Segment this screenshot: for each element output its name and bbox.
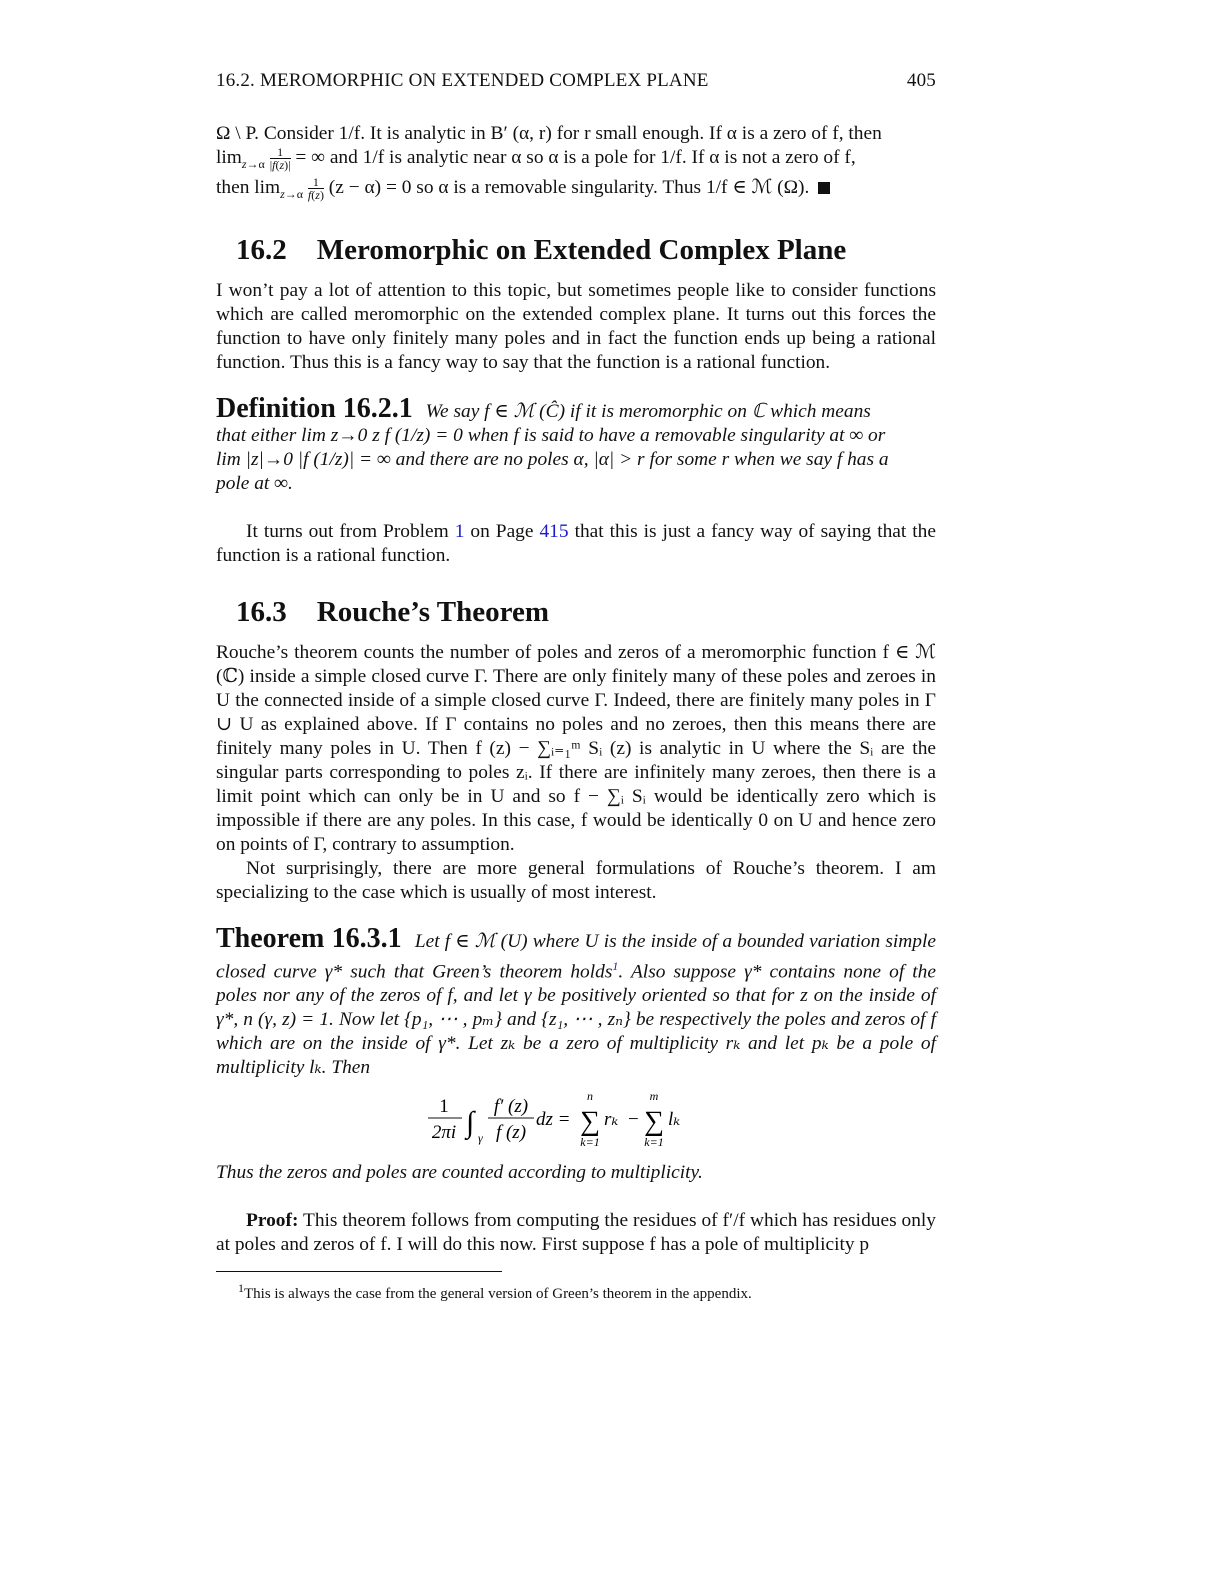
- svg-text:1: 1: [439, 1096, 449, 1118]
- page-number: 405: [906, 70, 936, 91]
- section-heading: [236, 596, 936, 629]
- svg-text:rₖ: rₖ: [604, 1109, 619, 1131]
- svg-text:lₖ: lₖ: [668, 1109, 681, 1131]
- footnote-link[interactable]: 1: [612, 958, 619, 973]
- proof-label: Proof:: [246, 1210, 299, 1232]
- svg-text:∑: ∑: [580, 1106, 600, 1138]
- theorem-heading: Theorem 16.3.1: [216, 922, 402, 954]
- svg-text:f′ (z): f′ (z): [493, 1096, 529, 1118]
- running-header: [216, 70, 936, 92]
- argument-principle-equation: [426, 1088, 726, 1148]
- display-equation: [216, 1088, 936, 1153]
- section-heading: [236, 234, 936, 267]
- qed-square-icon: [818, 182, 830, 194]
- paragraph-after-definition: It turns out from Problem 1 on Page 415 that this is just a fancy way of saying that the function is a rational function.: [216, 520, 936, 566]
- section-intro: I won’t pay a lot of attention to this topic, but sometimes people like to consider functions which are called meromorphic on the extended complex plane. It turns out this forces the function to have only finitely many poles and in fact the function ends up being a rational function. Thus this is a fancy way to say that the function is a rational function.: [216, 279, 936, 373]
- page: [216, 70, 936, 1304]
- theorem-conclusion: Thus the zeros and poles are counted according to multiplicity.: [216, 1162, 703, 1184]
- footnote-mark: 1: [238, 1281, 244, 1296]
- svg-text:m: m: [649, 1089, 659, 1104]
- section-title: Meromorphic on Extended Complex Plane: [316, 233, 847, 266]
- rouche-paragraph-2: Not surprisingly, there are more general formulations of Rouche’s theorem. I am specializing to the case which is usually of most interest.: [216, 857, 936, 903]
- definition-heading: Definition 16.2.1: [216, 392, 413, 424]
- svg-text:2πi: 2πi: [431, 1122, 457, 1144]
- page-link[interactable]: 415: [539, 520, 569, 542]
- theorem-block: Theorem 16.3.1 Let f ∈ ℳ (U) where U is the inside of a bounded variation simple closed curve γ* such that Green’s theorem holds$^1$. Also suppose γ* contains none of the poles nor any of the zeros of f, and let γ be positively oriented so that for z on the inside of γ*, n (γ, z) = 1. Now let {p₁, ⋯ , pₘ} and {z₁, ⋯ , zₙ} be respectively the poles and zeros of f which are on the inside of γ*. Let zₖ be a zero of multiplicity rₖ and let pₖ be a pole of multiplicity lₖ. Then 1 2πi ∫ γ f′ (z) f (z) dz = n ∑ k=1 rₖ − m ∑ k=1 lₖ Thus the zeros and poles are counted according to multiplicity.: [216, 922, 936, 1184]
- definition-block: Definition 16.2.1 We say f ∈ ℳ (Ĉ) if it is meromorphic on ℂ which means that either lim z→0 z f (1/z) = 0 when f is said to have a removable singularity at ∞ or lim |z|→0 |f (1/z)| = ∞ and there are no poles α, |α| > r for some r when we say f has a pole at ∞.: [216, 392, 889, 494]
- carry-over-paragraph: Ω \ P. Consider 1/f. It is analytic in B′ (α, r) for r small enough. If α is a zero of f, then $\lim_{z\to\alpha}$ $\frac{1}{|f(z)|}$ = ∞ and 1/f is analytic near α so α is a pole for 1/f. If α is not a zero of f, then $\lim_{z\to\alpha}$ $\frac{1}{f(z)}$ (z − α) = 0 so α is a removable singularity. Thus 1/f ∈ ℳ (Ω).: [216, 123, 882, 202]
- section-number: 16.2: [236, 233, 287, 266]
- svg-text:f (z): f (z): [495, 1122, 527, 1144]
- fraction: $\frac{1}{f(z)}$: [307, 174, 324, 202]
- section-number: 16.3: [236, 595, 287, 628]
- proof-paragraph: Proof: This theorem follows from computing the residues of f′/f which has residues only at poles and zeros of f. I will do this now. First suppose f has a pole of multiplicity p: [216, 1210, 937, 1256]
- footnote: $^1$This is always the case from the general version of Green’s theorem in the appendix.: [238, 1281, 752, 1303]
- svg-text:∑: ∑: [644, 1106, 664, 1138]
- footnote-rule: [216, 1271, 502, 1272]
- svg-text:−: −: [628, 1109, 639, 1131]
- section-title: Rouche’s Theorem: [316, 595, 550, 628]
- svg-text:γ: γ: [478, 1131, 483, 1146]
- problem-link[interactable]: 1: [454, 520, 465, 542]
- svg-text:∫: ∫: [466, 1106, 475, 1140]
- svg-text:k=1: k=1: [644, 1135, 664, 1149]
- svg-text:k=1: k=1: [580, 1135, 600, 1149]
- svg-text:dz =: dz =: [536, 1109, 571, 1131]
- running-title: 16.2. MEROMORPHIC ON EXTENDED COMPLEX PLANE: [216, 70, 709, 91]
- rouche-paragraph: Rouche’s theorem counts the number of poles and zeros of a meromorphic function f ∈ ℳ (ℂ) inside a simple closed curve Γ. There are only finitely many of these poles and zeroes in U the connected inside of a simple closed curve Γ. Indeed, there are finitely many poles in Γ ∪ U as explained above. If Γ contains no poles and no zeroes, then this means there are finitely many poles in U. Then f (z) − ∑ᵢ₌₁ᵐ Sᵢ (z) is analytic in U where the Sᵢ are the singular parts corresponding to poles zᵢ. If there are infinitely many zeroes, then there is a limit point which can only be in U and so f − ∑ᵢ Sᵢ would be identically zero which is impossible if there are any poles. In this case, f would be identically 0 on U and hence zero on points of Γ, contrary to assumption.: [216, 641, 936, 855]
- fraction: $\frac{1}{|f(z)|}$: [269, 145, 291, 173]
- svg-text:n: n: [587, 1089, 593, 1104]
